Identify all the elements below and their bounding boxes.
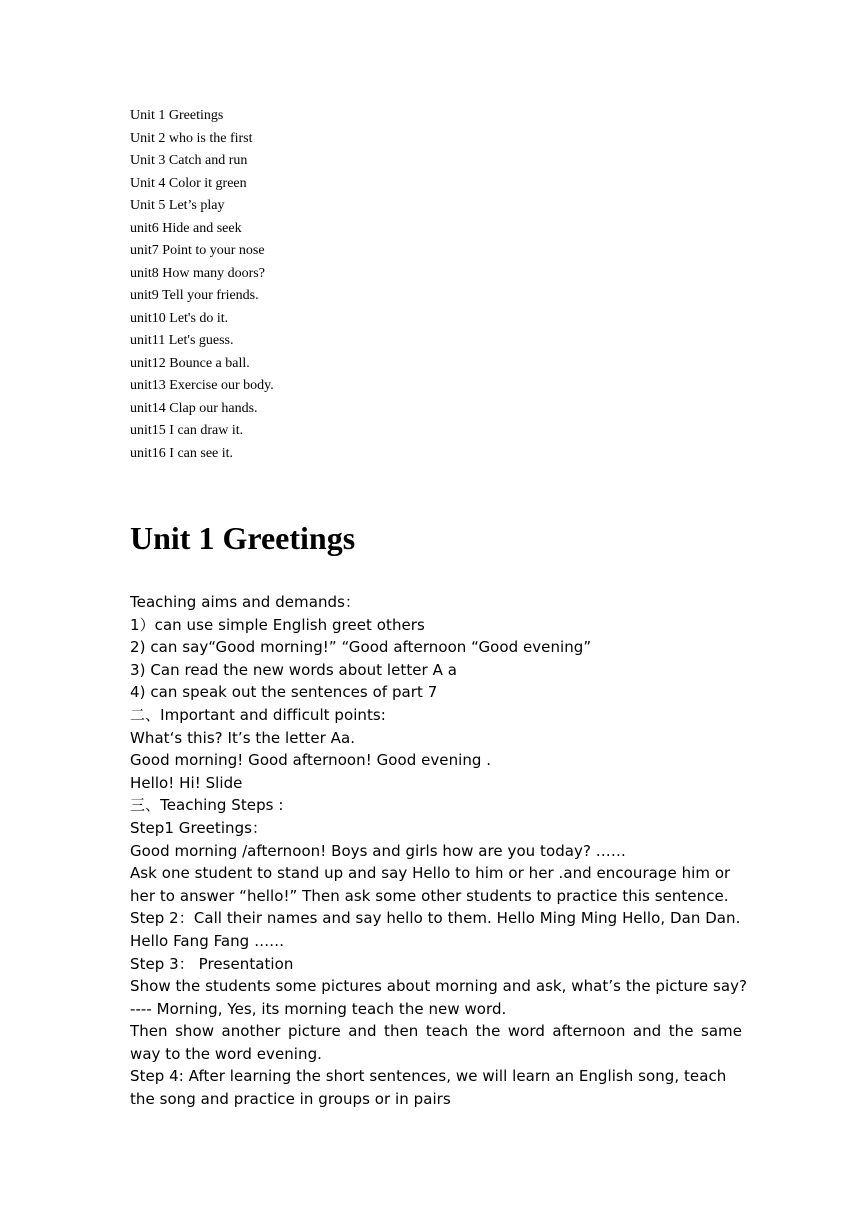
toc-item: unit15 I can draw it. <box>130 423 244 438</box>
toc-item: unit16 I can see it. <box>130 445 234 461</box>
body-line: her to answer “hello!” Then ask some other students to practice this sentence. <box>130 886 729 905</box>
toc-item: Unit 4 Color it green <box>130 175 247 191</box>
document-page <box>130 105 748 1109</box>
toc-item: unit11 Let's guess. <box>130 333 234 348</box>
toc-item: unit10 Let's do it. <box>130 310 229 326</box>
body-line: 1）can use simple English greet others <box>130 615 425 634</box>
toc-item: unit14 Clap our hands. <box>130 400 258 416</box>
toc-item: Unit 1 Greetings <box>130 108 224 123</box>
body-line: Show the students some pictures about morning and ask, what’s the picture say? <box>130 977 748 996</box>
body-line: Hello Fang Fang …… <box>130 931 285 950</box>
body-line: 4) can speak out the sentences of part 7 <box>130 683 438 702</box>
body-line: 二、Important and difficult points: <box>130 705 386 724</box>
toc-item: unit9 Tell your friends. <box>130 288 259 303</box>
body-line: Ask one student to stand up and say Hello to him or her .and encourage him or <box>130 864 731 883</box>
section-heading: Unit 1 Greetings <box>130 520 356 556</box>
body-line: Step 4: After learning the short sentences, we will learn an English song, teach <box>130 1067 727 1086</box>
body-line: the song and practice in groups or in pairs <box>130 1090 451 1109</box>
body-line: Good morning! Good afternoon! Good evening . <box>130 751 492 770</box>
toc-item: unit13 Exercise our body. <box>130 378 274 393</box>
toc-item: unit6 Hide and seek <box>130 220 242 236</box>
section-body <box>130 591 748 1111</box>
body-line: way to the word evening. <box>130 1044 322 1063</box>
toc-item: Unit 5 Let’s play <box>130 198 225 213</box>
body-line: What‘s this? It’s the letter Aa. <box>130 728 356 747</box>
body-line: Hello! Hi! Slide <box>130 773 243 792</box>
body-line: Teaching aims and demands： <box>130 593 360 611</box>
body-line: 3) Can read the new words about letter A a <box>130 660 457 679</box>
body-line: ---- Morning, Yes, its morning teach the new word. <box>130 999 507 1018</box>
toc-item: unit12 Bounce a ball. <box>130 355 250 371</box>
body-line: Step 3： Presentation <box>130 954 294 973</box>
toc-item: unit7 Point to your nose <box>130 243 265 258</box>
toc-item: unit8 How many doors? <box>130 265 265 281</box>
body-line: 2) can say“Good morning!” “Good afternoon “Good evening” <box>130 638 592 657</box>
body-line: 三、Teaching Steps : <box>130 796 284 815</box>
body-line: Then show another picture and then teach the word afternoon and the same <box>130 1022 742 1041</box>
body-line: Good morning /afternoon! Boys and girls how are you today? …… <box>130 841 626 860</box>
body-line: Step 2：Call their names and say hello to them. Hello Ming Ming Hello, Dan Dan. <box>130 909 741 928</box>
toc-item: Unit 3 Catch and run <box>130 153 248 168</box>
body-line: Step1 Greetings： <box>130 818 268 837</box>
toc-item: Unit 2 who is the first <box>130 130 253 146</box>
table-of-contents <box>130 105 742 465</box>
